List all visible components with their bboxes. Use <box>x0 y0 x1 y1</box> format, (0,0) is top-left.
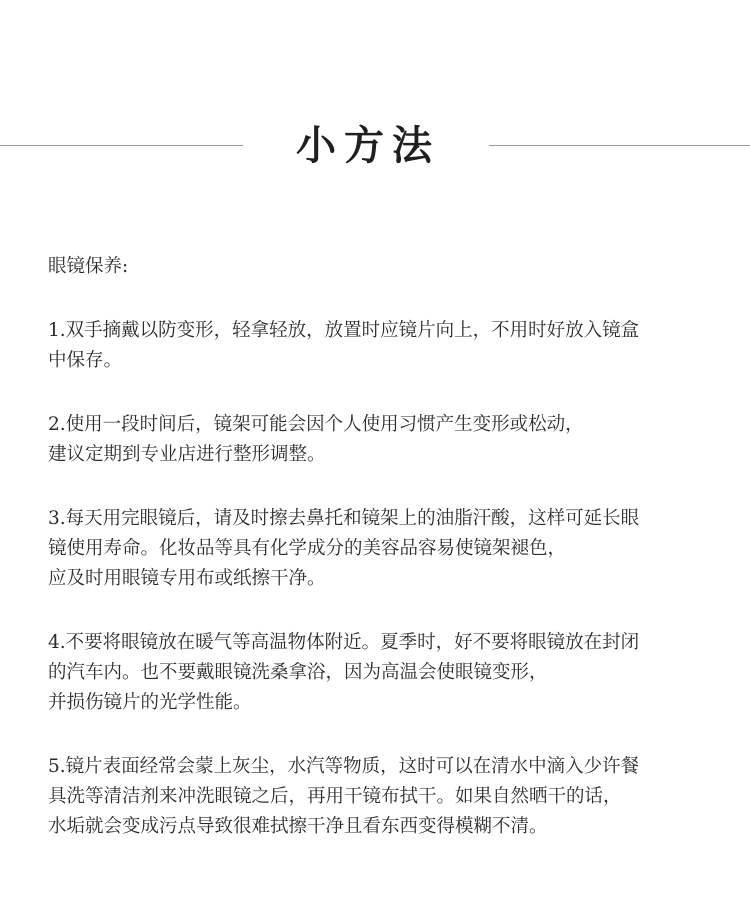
tip-line: 4.不要将眼镜放在暖气等高温物体附近。夏季时，好不要将眼镜放在封闭 <box>48 632 640 653</box>
tip-line: 5.镜片表面经常会蒙上灰尘，水汽等物质，这时可以在清水中滴入少许餐 <box>48 756 640 777</box>
tip-line: 1.双手摘戴以防变形，轻拿轻放，放置时应镜片向上，不用时好放入镜盒 <box>48 320 640 341</box>
tip-item-1 <box>48 316 716 376</box>
tip-item-2 <box>48 410 716 470</box>
tip-item-5 <box>48 752 716 842</box>
tip-line: 2.使用一段时间后，镜架可能会因个人使用习惯产生变形或松动， <box>48 414 584 435</box>
tip-line: 建议定期到专业店进行整形调整。 <box>48 444 326 465</box>
tip-line: 镜使用寿命。化妆品等具有化学成分的美容品容易使镜架褪色， <box>48 538 567 559</box>
care-heading: 眼镜保养: <box>48 256 129 277</box>
page-title: 小方法 <box>296 122 440 169</box>
tip-line: 应及时用眼镜专用布或纸擦干净。 <box>48 568 326 589</box>
tip-line: 3.每天用完眼镜后，请及时擦去鼻托和镜架上的油脂汗酸，这样可延长眼 <box>48 508 640 529</box>
header-divider-left <box>0 145 243 146</box>
tip-line: 中保存。 <box>48 350 123 371</box>
care-tips-content <box>48 252 716 842</box>
tip-item-4 <box>48 628 716 718</box>
tip-item-3 <box>48 504 716 594</box>
section-header <box>0 118 750 174</box>
tip-line: 具洗等清洁剂来冲洗眼镜之后，再用干镜布拭干。如果自然晒干的话， <box>48 786 622 807</box>
tip-line: 的汽车内。也不要戴眼镜洗桑拿浴，因为高温会使眼镜变形， <box>48 662 548 683</box>
tip-line: 并损伤镜片的光学性能。 <box>48 692 252 713</box>
tip-line: 水垢就会变成污点导致很难拭擦干净且看东西变得模糊不清。 <box>48 816 548 837</box>
header-divider-right <box>489 145 750 146</box>
